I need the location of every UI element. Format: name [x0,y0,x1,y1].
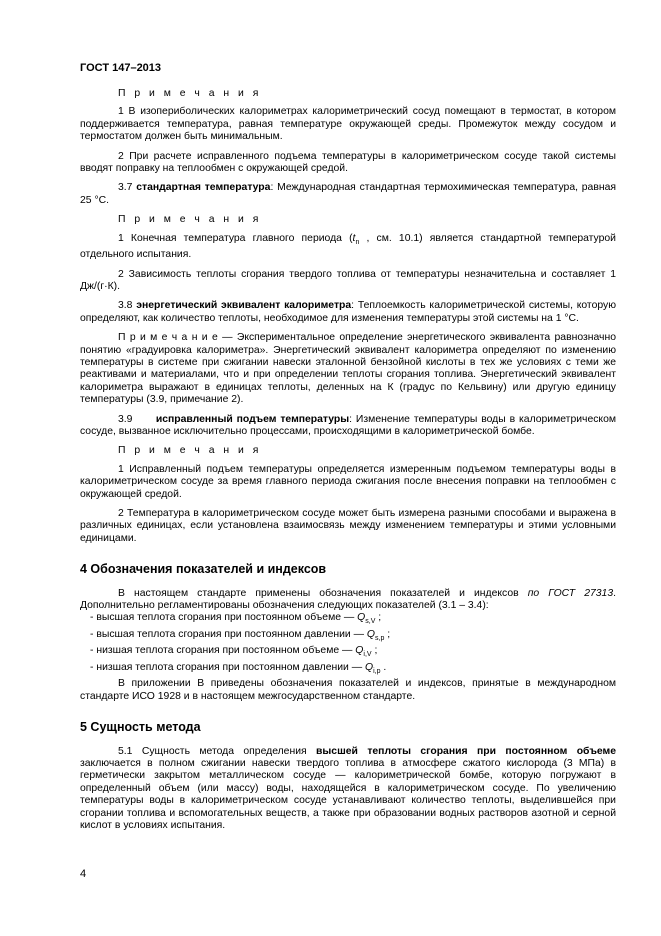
symbol: Q [365,661,374,673]
emphasis: высшей теплоты сгорания при постоянном объеме [316,745,617,757]
definition-3-7 [80,182,616,207]
variable: t [352,232,356,244]
section-4-outro: В приложении В приведены обозначения показателей и индексов, принятые в международном стандарте ИСО 1928 и в настоящем межгосударственном стандарте. [80,678,616,702]
text: . Дополнительно регламентированы обозначения следующих показателей (3.1 – 3.4): [80,587,616,612]
text: - высшая теплота сгорания при постоянном давлении — [90,628,367,640]
text: заключается в полном сжигании навески твердого топлива в атмосфере сжатого кислорода (3 МПа) в герметически закрытом металлическом сосуде — калориметрической бомбе, которую погружают в определенный объем (или массу) воды, находящейся в калориметрическом сосуде. По увеличению температуры воды в калориметрическом сосуде устанавливают количество теплоты, выделившейся при сгорании топлива и вспомогательных веществ, а также при образовании водных растворов азотной и серной кислот в условиях испытания. [80,758,616,832]
clause-number: 3.9 [118,413,133,425]
note-paragraph: 1 Исправленный подъем температуры определяется измеренным подъемом температуры воды в калориметрическом сосуде за время главного периода сжигания после внесения поправки на теплообмен с окружающей средой. [80,463,616,500]
section-4-title: 4 Обозначения показателей и индексов [80,562,327,577]
text: ; [371,645,378,657]
note-paragraph: 1 В изопериболических калориметрах калориметрический сосуд помещают в термостат, в котором поддерживается температура, равная температуре окружающей среды. Промежуток между сосудом и термостатом должен быть минимальным. [80,106,616,143]
page-header: ГОСТ 147–2013 [80,62,162,74]
text: - низшая теплота сгорания при постоянном объеме — [90,645,356,657]
list-item [80,612,616,628]
list-item [80,629,616,645]
symbol: Q [357,612,366,624]
subscript: s,V [365,618,376,626]
term: стандартная температура [136,182,271,194]
text: В настоящем стандарте применены обозначения показателей и индексов [118,587,528,599]
symbol: Q [355,645,364,657]
definition-text: : Международная стандартная термохимическая температура, равная 25 °С. [80,182,616,206]
page-content [80,88,616,839]
section-5-paragraph [80,746,616,833]
subscript: n [355,238,360,246]
note-paragraph: 2 При расчете исправленного подъема температуры в калориметрическом сосуде такой системы вводят поправку на теплообмен с окружающей средой. [80,150,616,175]
section-4-intro [80,588,616,613]
text: , см. 10.1) является стандартной температурой отдельного испытания. [80,232,616,261]
note-paragraph: 2 Температура в калориметрическом сосуде может быть измерена разными способами и выражена в различных единицах, если установлена взаимосвязь между изменением температуры и этими условными единицами. [80,508,616,544]
definition-3-9 [80,414,616,439]
definition-text: : Теплоемкость калориметрической системы, которую определяют, как количество теплоты, необходимое для изменения температуры этой системы на 1 °С. [80,300,616,324]
clause-number: 3.8 [118,300,133,312]
note-paragraph: 2 Зависимость теплоты сгорания твердого топлива от температуры незначительна и составляет 1 Дж/(г·К). [80,268,616,292]
definition-text: : Изменение температуры воды в калориметрическом сосуде, вызванное исключительно процессами, происходящими в калориметрической бомбе. [80,413,616,438]
text: ; [375,612,382,624]
symbols-list [80,612,616,678]
text: ; [384,628,391,640]
list-item [80,662,616,678]
subscript: i,V [363,651,372,659]
text: . [380,661,387,673]
notes-heading: П р и м е ч а н и я [118,88,262,99]
page-number: 4 [80,868,87,880]
subscript: i,p [373,668,381,676]
text: 1 Конечная температура главного периода ( [118,232,353,244]
term: энергетический эквивалент калориметра [136,300,352,312]
text: - низшая теплота сгорания при постоянном давлении — [90,661,366,673]
text: - высшая теплота сгорания при постоянном объеме — [90,612,358,624]
list-item [80,645,616,661]
reference: по ГОСТ 27313 [527,587,614,599]
notes-heading: П р и м е ч а н и я [118,445,262,457]
notes-heading: П р и м е ч а н и я [118,214,262,226]
text: 5.1 Сущность метода определения [118,745,317,757]
subscript: s,p [375,635,385,643]
symbol: Q [366,628,375,640]
term: исправленный подъем температуры [155,413,350,425]
note-paragraph: П р и м е ч а н и е — Экспериментальное определение энергетического эквивалента равнозначно понятию «градуировка калориметра». Энергетический эквивалент калориметра определяют по изменению температуры в системе при сжигании навески эталонной бензойной кислоты в тех же условиях с теми же реактивами и материалами, что и при определении теплоты сгорания топлива. Энергетический эквивалент калориметра выражают в единицах теплоты, деленных на К (градус по Кельвину) или другую единицу температуры (3.9, примечание 2). [80,332,616,406]
section-5-title: 5 Сущность метода [80,720,201,735]
definition-3-8 [80,300,616,325]
note-paragraph [80,233,616,262]
clause-number: 3.7 [118,182,133,194]
